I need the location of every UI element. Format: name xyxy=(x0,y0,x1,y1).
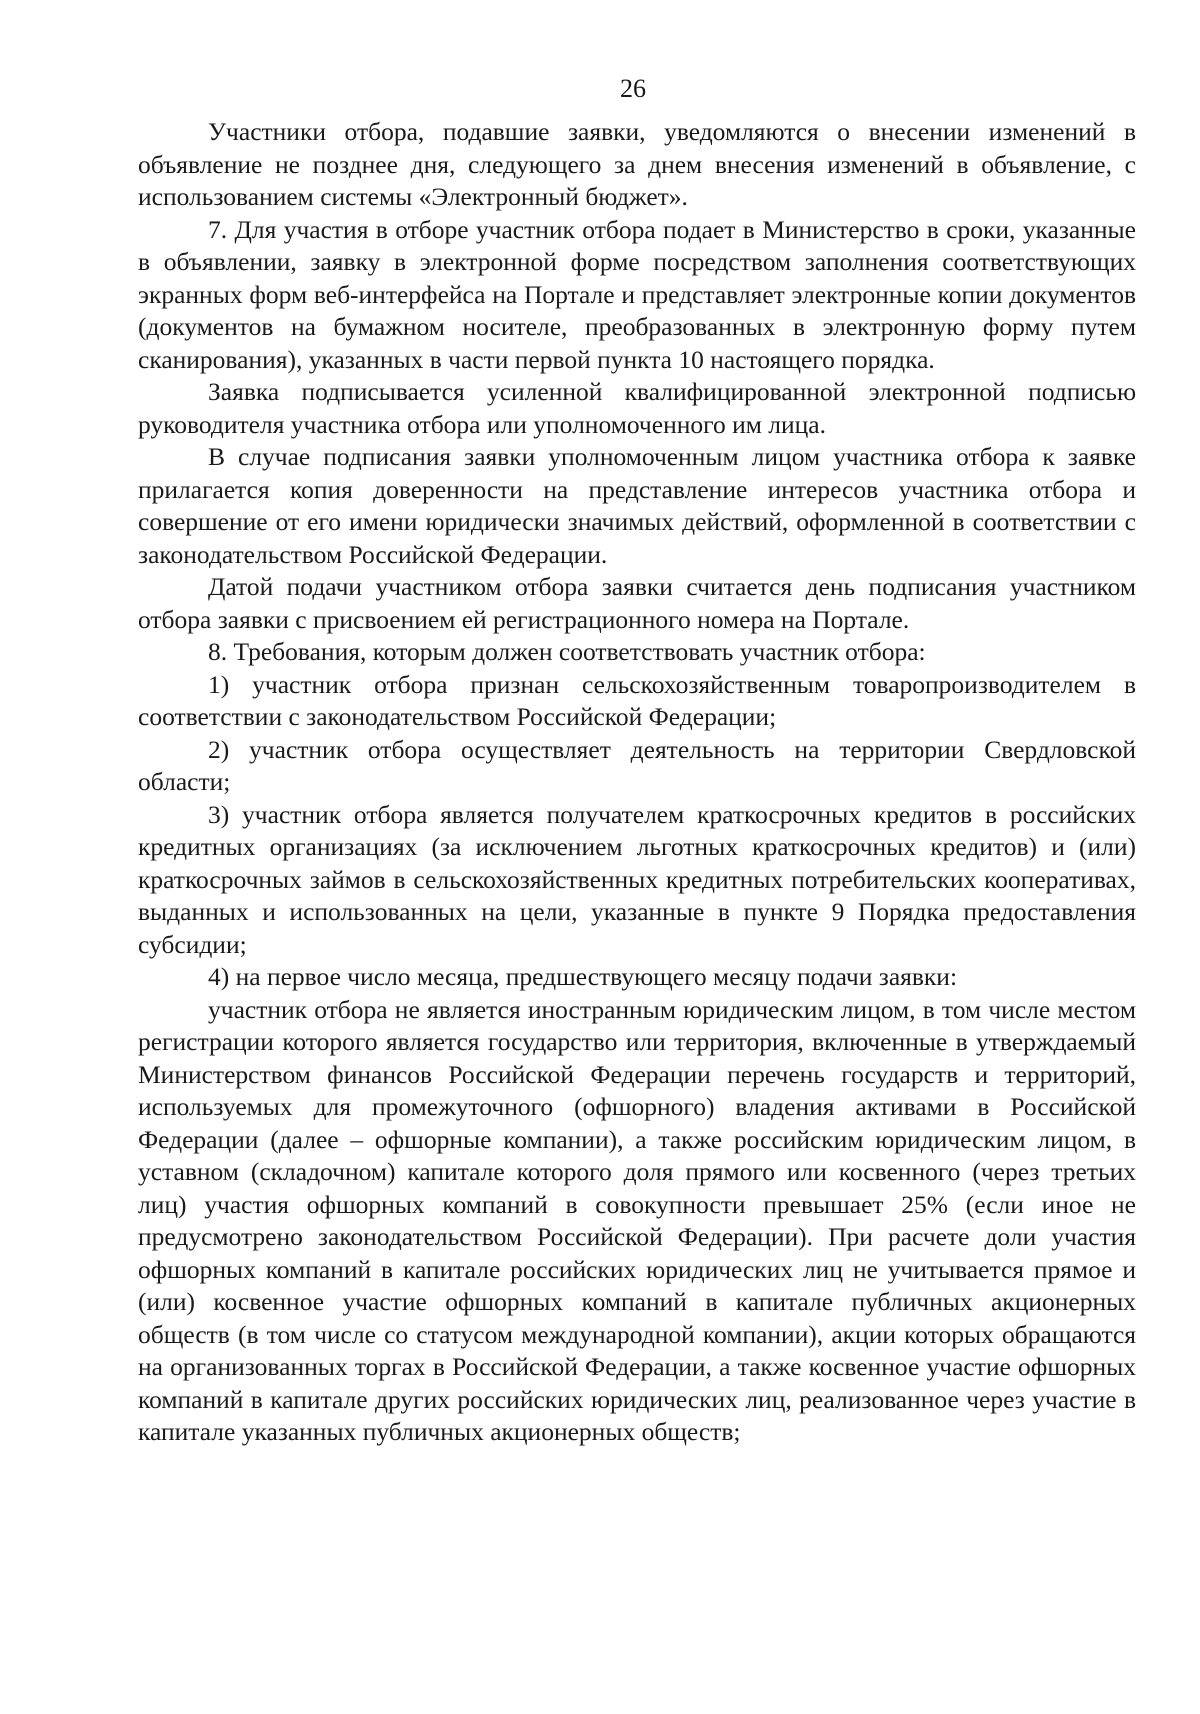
paragraph-notification: Участники отбора, подавшие заявки, уведомляются о внесении изменений в объявление не позднее дня, следующего за днем внесения изменений в объявление, с использованием системы «Электронный бюджет». xyxy=(138,117,1136,211)
document-body xyxy=(138,116,1136,1449)
paragraph-item-7: 7. Для участия в отборе участник отбора подает в Министерство в сроки, указанные в объявлении, заявку в электронной форме посредством заполнения соответствующих экранных форм веб-интерфейса на Портале и представляет электронные копии документов (документов на бумажном носителе, преобразованных в электронную форму путем сканирования), указанных в части первой пункта 10 настоящего порядка. xyxy=(138,214,1136,374)
paragraph-signature: Заявка подписывается усиленной квалифицированной электронной подписью руководителя участника отбора или уполномоченного им лица. xyxy=(138,377,1136,439)
paragraph-offshore: участник отбора не является иностранным юридическим лицом, в том числе местом регистрации которого является государство или территория, включенные в утверждаемый Министерством финансов Российской Федерации перечень государств и территорий, используемых для промежуточного (офшорного) владения активами в Российской Федерации (далее – офшорные компании), а также российским юридическим лицом, в уставном (складочном) капитале которого доля прямого или косвенного (через третьих лиц) участия офшорных компаний в совокупности превышает 25% (если иное не предусмотрено законодательством Российской Федерации). При расчете доли участия офшорных компаний в капитале российских юридических лиц не учитывается прямое и (или) косвенное участие офшорных компаний в капитале публичных акционерных обществ (в том числе со статусом международной компании), акции которых обращаются на организованных торгах в Российской Федерации, а также косвенное участие офшорных компаний в капитале других российских юридических лиц, реализованное через участие в капитале указанных публичных акционерных обществ; xyxy=(138,994,1136,1446)
paragraph-item-8: 8. Требования, которым должен соответствовать участник отбора: xyxy=(208,637,926,666)
paragraph-requirement-3: 3) участник отбора является получателем краткосрочных кредитов в российских кредитных организациях (за исключением льготных краткосрочных кредитов) и (или) краткосрочных займов в сельскохозяйственных кредитных потребительских кооперативах, выданных и использованных на цели, указанные в пункте 9 Порядка предоставления субсидии; xyxy=(138,799,1136,959)
paragraph-requirement-4: 4) на первое число месяца, предшествующего месяцу подачи заявки: xyxy=(208,962,958,991)
paragraph-requirement-1: 1) участник отбора признан сельскохозяйственным товаропроизводителем в соответствии с законодательством Российской Федерации; xyxy=(138,669,1136,731)
page-number: 26 xyxy=(620,74,646,103)
paragraph-requirement-2: 2) участник отбора осуществляет деятельность на территории Свердловской области; xyxy=(138,734,1136,796)
paragraph-submission-date: Датой подачи участником отбора заявки считается день подписания участником отбора заявки с присвоением ей регистрационного номера на Портале. xyxy=(138,572,1136,634)
paragraph-power-of-attorney: В случае подписания заявки уполномоченным лицом участника отбора к заявке прилагается копия доверенности на представление интересов участника отбора и совершение от его имени юридически значимых действий, оформленной в соответствии с законодательством Российской Федерации. xyxy=(138,442,1136,569)
